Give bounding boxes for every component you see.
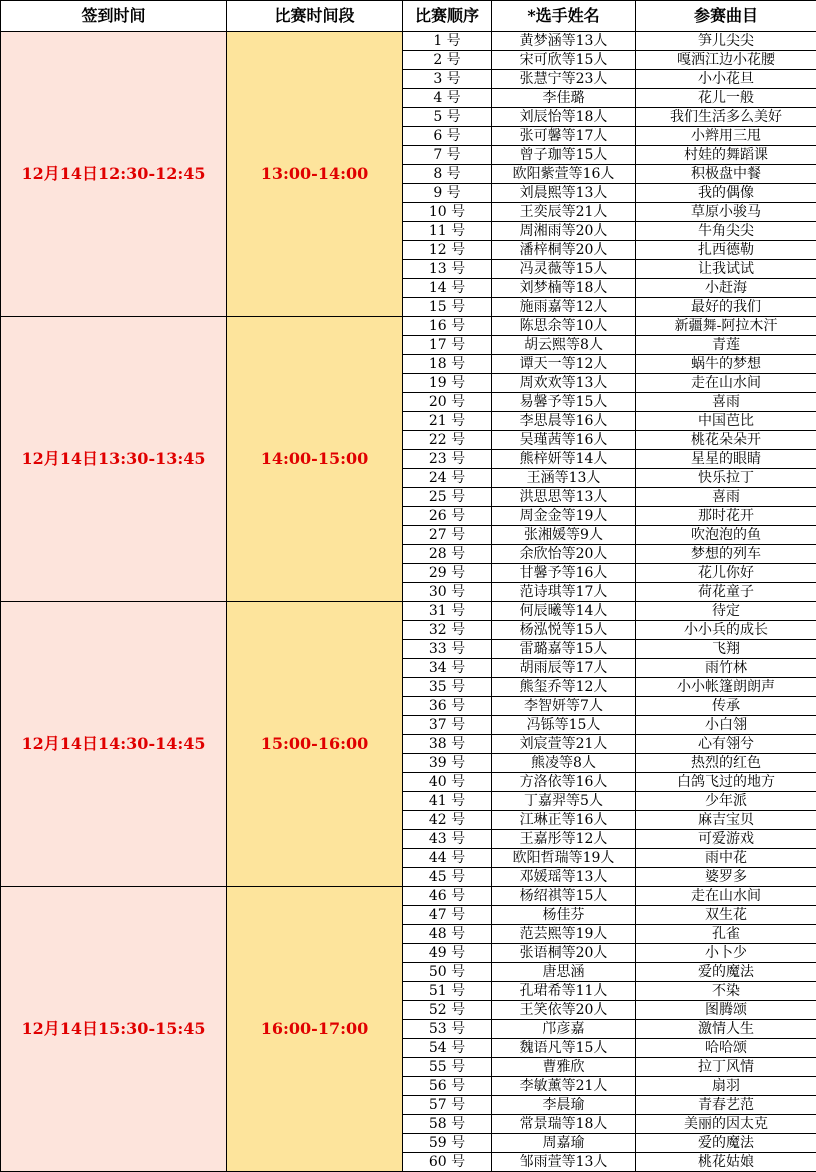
song-title-cell: 积极盘中餐 <box>636 165 816 184</box>
order-cell: 46 号 <box>403 887 492 906</box>
song-title-cell: 喜雨 <box>636 393 816 412</box>
table-row <box>1 602 816 621</box>
song-title-cell: 婆罗多 <box>636 868 816 887</box>
song-title-cell: 嘎洒江边小花腰 <box>636 51 816 70</box>
song-title-cell: 荷花童子 <box>636 583 816 602</box>
song-title-cell: 待定 <box>636 602 816 621</box>
contestant-name-cell: 陈思余等10人 <box>492 317 636 336</box>
song-title-cell: 快乐拉丁 <box>636 469 816 488</box>
order-cell: 49 号 <box>403 944 492 963</box>
contestant-name-cell: 范芸熙等19人 <box>492 925 636 944</box>
song-title-cell: 青春艺范 <box>636 1096 816 1115</box>
song-title-cell: 让我试试 <box>636 260 816 279</box>
contestant-name-cell: 王奕辰等21人 <box>492 203 636 222</box>
song-title-cell: 美丽的因太克 <box>636 1115 816 1134</box>
contestant-name-cell: 熊玺乔等12人 <box>492 678 636 697</box>
order-cell: 34 号 <box>403 659 492 678</box>
order-cell: 28 号 <box>403 545 492 564</box>
contestant-name-cell: 孔珺希等11人 <box>492 982 636 1001</box>
order-cell: 42 号 <box>403 811 492 830</box>
song-title-cell: 雨竹林 <box>636 659 816 678</box>
song-title-cell: 拉丁风情 <box>636 1058 816 1077</box>
song-title-cell: 小卜少 <box>636 944 816 963</box>
song-title-cell: 少年派 <box>636 792 816 811</box>
contestant-name-cell: 施雨嘉等12人 <box>492 298 636 317</box>
order-cell: 47 号 <box>403 906 492 925</box>
song-title-cell: 青莲 <box>636 336 816 355</box>
contestant-name-cell: 方洛依等16人 <box>492 773 636 792</box>
checkin-time-cell: 12月14日12:30-12:45 <box>1 32 227 317</box>
time-slot-cell: 15:00-16:00 <box>227 602 403 887</box>
header-order: 比赛顺序 <box>403 1 492 32</box>
contestant-name-cell: 李智妍等7人 <box>492 697 636 716</box>
order-cell: 51 号 <box>403 982 492 1001</box>
order-cell: 18 号 <box>403 355 492 374</box>
order-cell: 45 号 <box>403 868 492 887</box>
order-cell: 52 号 <box>403 1001 492 1020</box>
song-title-cell: 蜗牛的梦想 <box>636 355 816 374</box>
contestant-name-cell: 张可馨等17人 <box>492 127 636 146</box>
order-cell: 56 号 <box>403 1077 492 1096</box>
contestant-name-cell: 杨绍祺等15人 <box>492 887 636 906</box>
contestant-name-cell: 张语桐等20人 <box>492 944 636 963</box>
song-title-cell: 飞翔 <box>636 640 816 659</box>
table-row <box>1 32 816 51</box>
contestant-name-cell: 冯灵薇等15人 <box>492 260 636 279</box>
contestant-name-cell: 魏语凡等15人 <box>492 1039 636 1058</box>
checkin-time-cell: 12月14日14:30-14:45 <box>1 602 227 887</box>
song-title-cell: 双生花 <box>636 906 816 925</box>
contestant-name-cell: 范诗琪等17人 <box>492 583 636 602</box>
contestant-name-cell: 刘晨熙等13人 <box>492 184 636 203</box>
order-cell: 48 号 <box>403 925 492 944</box>
contestant-name-cell: 王笑依等20人 <box>492 1001 636 1020</box>
contestant-name-cell: 吴瑾茜等16人 <box>492 431 636 450</box>
contestant-name-cell: 周金金等19人 <box>492 507 636 526</box>
order-cell: 41 号 <box>403 792 492 811</box>
order-cell: 37 号 <box>403 716 492 735</box>
contestant-name-cell: 邹雨萱等13人 <box>492 1153 636 1172</box>
order-cell: 10 号 <box>403 203 492 222</box>
song-title-cell: 白鸽飞过的地方 <box>636 773 816 792</box>
header-row <box>1 1 816 32</box>
contestant-name-cell: 余欣怡等20人 <box>492 545 636 564</box>
order-cell: 23 号 <box>403 450 492 469</box>
contestant-name-cell: 张湘媛等9人 <box>492 526 636 545</box>
song-title-cell: 爱的魔法 <box>636 963 816 982</box>
song-title-cell: 不染 <box>636 982 816 1001</box>
song-title-cell: 小白翎 <box>636 716 816 735</box>
contestant-name-cell: 李晨瑜 <box>492 1096 636 1115</box>
order-cell: 26 号 <box>403 507 492 526</box>
time-slot-cell: 14:00-15:00 <box>227 317 403 602</box>
song-title-cell: 图腾颂 <box>636 1001 816 1020</box>
song-title-cell: 桃花朵朵开 <box>636 431 816 450</box>
song-title-cell: 小小花旦 <box>636 70 816 89</box>
order-cell: 5 号 <box>403 108 492 127</box>
header-name: *选手姓名 <box>492 1 636 32</box>
contestant-name-cell: 甘馨予等16人 <box>492 564 636 583</box>
order-cell: 25 号 <box>403 488 492 507</box>
order-cell: 14 号 <box>403 279 492 298</box>
contestant-name-cell: 胡雨辰等17人 <box>492 659 636 678</box>
song-title-cell: 星星的眼睛 <box>636 450 816 469</box>
time-slot-cell: 13:00-14:00 <box>227 32 403 317</box>
order-cell: 59 号 <box>403 1134 492 1153</box>
table-row <box>1 317 816 336</box>
header-checkin: 签到时间 <box>1 1 227 32</box>
song-title-cell: 喜雨 <box>636 488 816 507</box>
schedule-body <box>1 32 816 1172</box>
contestant-name-cell: 黄梦涵等13人 <box>492 32 636 51</box>
song-title-cell: 小小兵的成长 <box>636 621 816 640</box>
time-slot-cell: 16:00-17:00 <box>227 887 403 1172</box>
order-cell: 43 号 <box>403 830 492 849</box>
song-title-cell: 爱的魔法 <box>636 1134 816 1153</box>
order-cell: 4 号 <box>403 89 492 108</box>
order-cell: 9 号 <box>403 184 492 203</box>
order-cell: 20 号 <box>403 393 492 412</box>
song-title-cell: 小赶海 <box>636 279 816 298</box>
checkin-time-cell: 12月14日13:30-13:45 <box>1 317 227 602</box>
song-title-cell: 走在山水间 <box>636 887 816 906</box>
order-cell: 30 号 <box>403 583 492 602</box>
song-title-cell: 可爱游戏 <box>636 830 816 849</box>
order-cell: 35 号 <box>403 678 492 697</box>
contestant-name-cell: 熊梓妍等14人 <box>492 450 636 469</box>
order-cell: 6 号 <box>403 127 492 146</box>
song-title-cell: 桃花姑娘 <box>636 1153 816 1172</box>
song-title-cell: 吹泡泡的鱼 <box>636 526 816 545</box>
order-cell: 12 号 <box>403 241 492 260</box>
song-title-cell: 小辫用三甩 <box>636 127 816 146</box>
contestant-name-cell: 洪思思等13人 <box>492 488 636 507</box>
song-title-cell: 花儿一般 <box>636 89 816 108</box>
contestant-name-cell: 刘梦楠等18人 <box>492 279 636 298</box>
contestant-name-cell: 雷璐嘉等15人 <box>492 640 636 659</box>
order-cell: 13 号 <box>403 260 492 279</box>
song-title-cell: 花儿你好 <box>636 564 816 583</box>
order-cell: 54 号 <box>403 1039 492 1058</box>
order-cell: 8 号 <box>403 165 492 184</box>
song-title-cell: 扎西德勒 <box>636 241 816 260</box>
contestant-name-cell: 江琳正等16人 <box>492 811 636 830</box>
contestant-name-cell: 李敏薰等21人 <box>492 1077 636 1096</box>
song-title-cell: 走在山水间 <box>636 374 816 393</box>
contestant-name-cell: 李佳璐 <box>492 89 636 108</box>
song-title-cell: 扇羽 <box>636 1077 816 1096</box>
checkin-time-cell: 12月14日15:30-15:45 <box>1 887 227 1172</box>
order-cell: 15 号 <box>403 298 492 317</box>
contestant-name-cell: 邝彦嘉 <box>492 1020 636 1039</box>
order-cell: 2 号 <box>403 51 492 70</box>
song-title-cell: 麻吉宝贝 <box>636 811 816 830</box>
song-title-cell: 哈哈颂 <box>636 1039 816 1058</box>
song-title-cell: 中国芭比 <box>636 412 816 431</box>
song-title-cell: 心有翎兮 <box>636 735 816 754</box>
song-title-cell: 孔雀 <box>636 925 816 944</box>
order-cell: 53 号 <box>403 1020 492 1039</box>
contestant-name-cell: 刘辰怡等18人 <box>492 108 636 127</box>
order-cell: 50 号 <box>403 963 492 982</box>
contestant-name-cell: 曾子珈等15人 <box>492 146 636 165</box>
order-cell: 1 号 <box>403 32 492 51</box>
contestant-name-cell: 刘宸萱等21人 <box>492 735 636 754</box>
contestant-name-cell: 宋可欣等15人 <box>492 51 636 70</box>
song-title-cell: 雨中花 <box>636 849 816 868</box>
song-title-cell: 最好的我们 <box>636 298 816 317</box>
song-title-cell: 热烈的红色 <box>636 754 816 773</box>
contestant-name-cell: 冯铄等15人 <box>492 716 636 735</box>
song-title-cell: 牛角尖尖 <box>636 222 816 241</box>
song-title-cell: 激情人生 <box>636 1020 816 1039</box>
order-cell: 55 号 <box>403 1058 492 1077</box>
header-slot: 比赛时间段 <box>227 1 403 32</box>
contestant-name-cell: 谭天一等12人 <box>492 355 636 374</box>
order-cell: 24 号 <box>403 469 492 488</box>
contestant-name-cell: 邓媛瑶等13人 <box>492 868 636 887</box>
contestant-name-cell: 熊凌等8人 <box>492 754 636 773</box>
table-row <box>1 887 816 906</box>
contestant-name-cell: 杨泓悦等15人 <box>492 621 636 640</box>
order-cell: 32 号 <box>403 621 492 640</box>
order-cell: 60 号 <box>403 1153 492 1172</box>
order-cell: 36 号 <box>403 697 492 716</box>
contestant-name-cell: 曹雅欣 <box>492 1058 636 1077</box>
song-title-cell: 村娃的舞蹈课 <box>636 146 816 165</box>
order-cell: 11 号 <box>403 222 492 241</box>
contestant-name-cell: 张慧宁等23人 <box>492 70 636 89</box>
order-cell: 40 号 <box>403 773 492 792</box>
order-cell: 29 号 <box>403 564 492 583</box>
contestant-name-cell: 周嘉瑜 <box>492 1134 636 1153</box>
contestant-name-cell: 常景瑞等18人 <box>492 1115 636 1134</box>
song-title-cell: 笋儿尖尖 <box>636 32 816 51</box>
song-title-cell: 那时花开 <box>636 507 816 526</box>
song-title-cell: 我的偶像 <box>636 184 816 203</box>
song-title-cell: 草原小骏马 <box>636 203 816 222</box>
contestant-name-cell: 周欢欢等13人 <box>492 374 636 393</box>
order-cell: 16 号 <box>403 317 492 336</box>
song-title-cell: 传承 <box>636 697 816 716</box>
header-song: 参赛曲目 <box>636 1 816 32</box>
contestant-name-cell: 王嘉彤等12人 <box>492 830 636 849</box>
order-cell: 31 号 <box>403 602 492 621</box>
contestant-name-cell: 何辰曦等14人 <box>492 602 636 621</box>
song-title-cell: 梦想的列车 <box>636 545 816 564</box>
contestant-name-cell: 欧阳紫萱等16人 <box>492 165 636 184</box>
order-cell: 39 号 <box>403 754 492 773</box>
song-title-cell: 新疆舞-阿拉木汗 <box>636 317 816 336</box>
contestant-name-cell: 王涵等13人 <box>492 469 636 488</box>
order-cell: 7 号 <box>403 146 492 165</box>
order-cell: 27 号 <box>403 526 492 545</box>
order-cell: 38 号 <box>403 735 492 754</box>
order-cell: 44 号 <box>403 849 492 868</box>
order-cell: 21 号 <box>403 412 492 431</box>
order-cell: 58 号 <box>403 1115 492 1134</box>
contestant-name-cell: 易馨予等15人 <box>492 393 636 412</box>
song-title-cell: 我们生活多么美好 <box>636 108 816 127</box>
order-cell: 19 号 <box>403 374 492 393</box>
contestant-name-cell: 李思晨等16人 <box>492 412 636 431</box>
contestant-name-cell: 潘梓桐等20人 <box>492 241 636 260</box>
contestant-name-cell: 周湘雨等20人 <box>492 222 636 241</box>
contestant-name-cell: 杨佳芬 <box>492 906 636 925</box>
song-title-cell: 小小帐篷朗朗声 <box>636 678 816 697</box>
order-cell: 57 号 <box>403 1096 492 1115</box>
order-cell: 33 号 <box>403 640 492 659</box>
contestant-name-cell: 丁嘉羿等5人 <box>492 792 636 811</box>
order-cell: 17 号 <box>403 336 492 355</box>
order-cell: 3 号 <box>403 70 492 89</box>
contestant-name-cell: 欧阳哲瑞等19人 <box>492 849 636 868</box>
order-cell: 22 号 <box>403 431 492 450</box>
contestant-name-cell: 胡云熙等8人 <box>492 336 636 355</box>
contestant-name-cell: 唐思涵 <box>492 963 636 982</box>
